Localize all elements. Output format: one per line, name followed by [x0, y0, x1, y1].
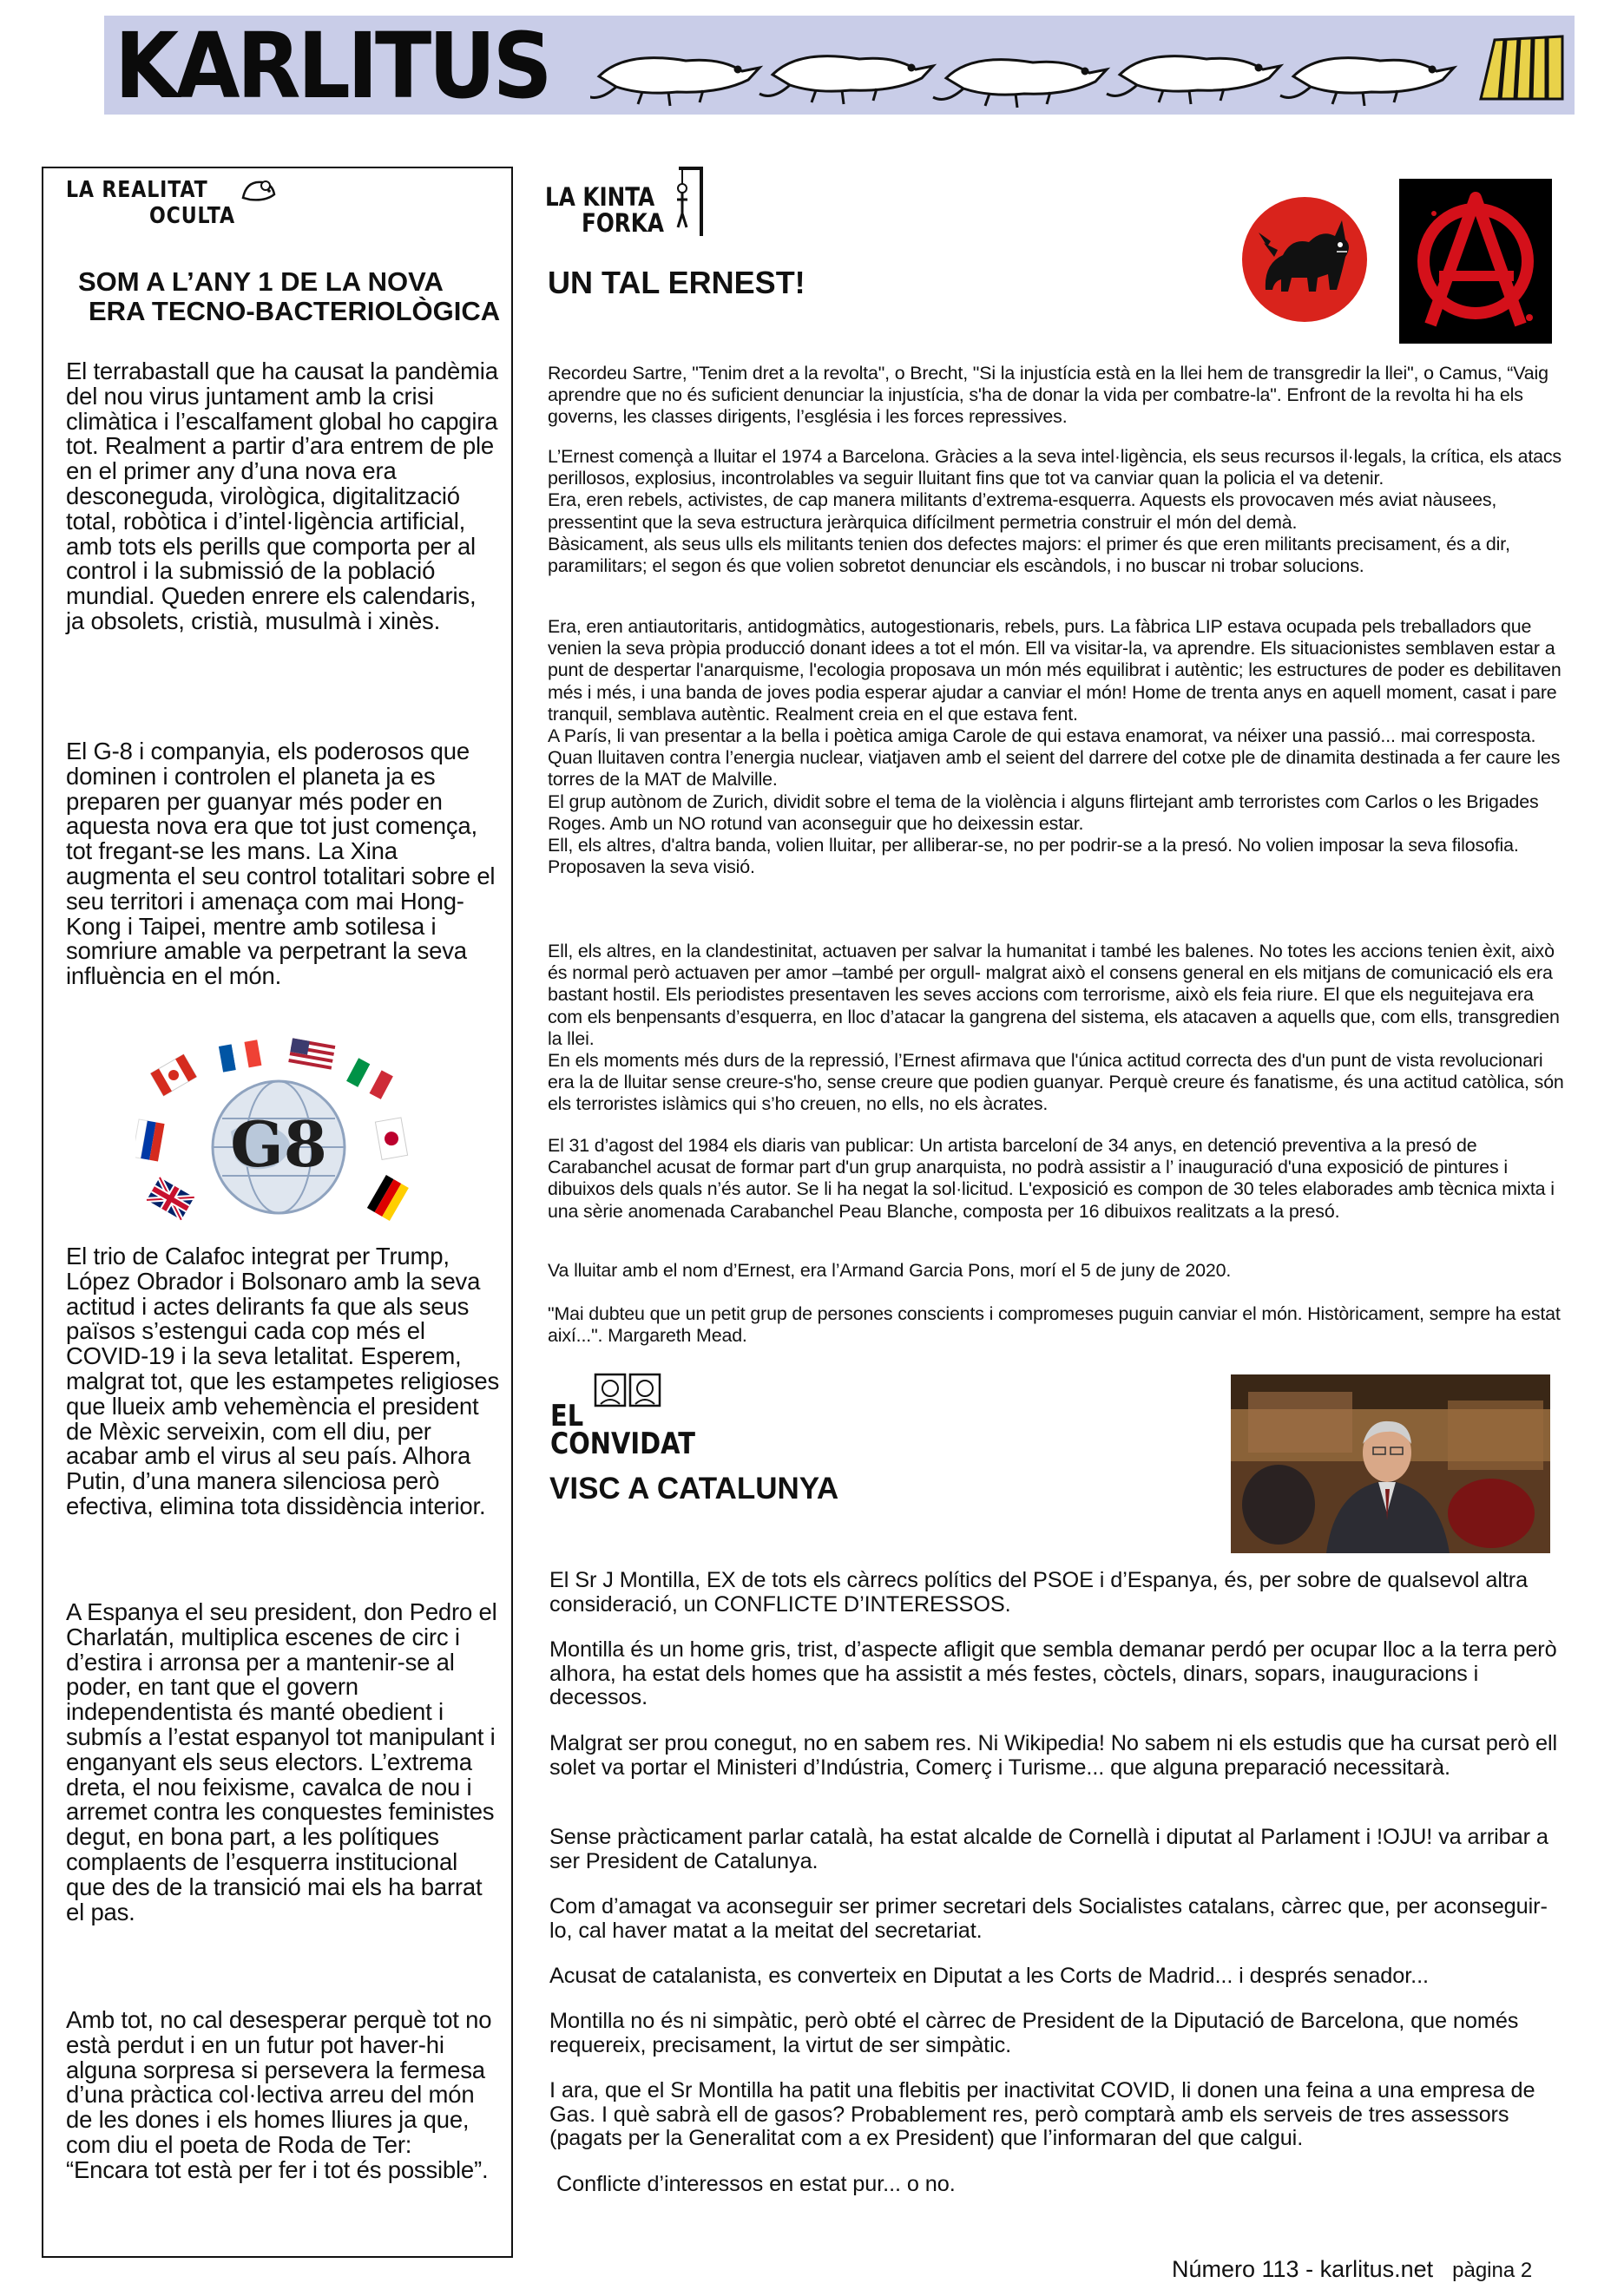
article-paragraph: Com d’amagat va aconseguir ser primer secretari dels Socialistes catalans, càrrec que, per aconseguir-lo, cal haver matat a la meitat del secretariat. — [549, 1894, 1548, 1943]
article-paragraph: Era, eren antiautoritaris, antidogmàtics, autogestionaris, rebels, purs. La fàbrica LIP estava ocupada pels treballadors que venien la seva pròpia producció donant idees a tot el món. Ell va visitar-la, va aprendre. Els situacionistes semblaven estar a punt de despertar l'anarquisme, l'ecologia proposava un món més equilibrat i autèntic; les estructures de poder es debilitaven més i més, i una banda de joves podia esperar ajudar a canviar el món! Home de trenta anys en aquell moment, casat i pare tranquil, semblava autèntic. Realment creia en el que estava fent. A París, li van presentar a la bella i poètica amiga Carole de qui estava enamorat, va néixer una passió... mai corresposta. Quan lluitaven contra l’energia nuclear, viatjaven amb el seient del darrere del cotxe ple de dinamita destinada a fer caure les torres de la MAT de Malville. El grup autònom de Zurich, dividit sobre el tema de la violència i alguns flirtejant amb terroristes com Carlos o les Brigades Roges. Amb un NO rotund van aconseguir que ho deixessin estar. Ell, els altres, d'altra banda, volien lluitar, per alliberar-se, no per podrir-se a la presó. No volien imposar la seva filosofia. Proposaven la seva visió. — [548, 616, 1562, 878]
article-paragraph: Malgrat ser prou conegut, no en sabem res. Ni Wikipedia! No sabem ni els estudis que ha cursat però ell solet va portar el Ministeri d’Indústria, Comerç i Turisme... que alguna preparació necessitarà. — [549, 1731, 1557, 1780]
two-faces-icon — [594, 1373, 663, 1407]
left-paragraph: A Espanya el seu president, don Pedro el Charlatán, multiplica escenes de circ i d’estira i arronsa per a mantenir-se al poder, en tant que el govern independentista és manté obedient i submís a l’estat espanyol tot manipulant i enganyant els seus electors. L’extrema dreta, el nou feixisme, cavalca de nou i arremet contra les conquestes feministes degut, en bona part, a les polítiques complaents de l’esquerra institucional que des de la transició mai els ha barrat el pas. — [66, 1598, 497, 1925]
montilla-photo — [1231, 1374, 1550, 1553]
left-paragraph: Amb tot, no cal desesperar perquè tot no està perdut i en un futur pot haver-hi alguna sorpresa si persevera la fermesa d’una pràctica col·lectiva arreu del món de les dones i els homes lliures ja que, com diu el poeta de Roda de Ter: “Encara tot està per fer i tot és possible”. — [66, 2006, 492, 2183]
flag-france — [219, 1040, 262, 1072]
article-headline: UN TAL ERNEST! — [548, 265, 805, 300]
anarchy-icon — [1399, 179, 1552, 344]
page-number: pàgina 2 — [1452, 2259, 1533, 2282]
masthead — [104, 13, 1575, 119]
left-headline-line2: ERA TECNO-BACTERIOLÒGICA — [89, 296, 501, 326]
article-paragraph: Recordeu Sartre, "Tenim dret a la revolta", o Brecht, "Si la injustícia està en la llei hem de transgredir la llei", o Camus, “Vaig aprendre que no és suficient denunciar la injustícia, s'ha de donar la vida per combatre-la". Enfront de la revolta hi ha els governs, les classes dirigents, l’església i les forces repressives. — [548, 363, 1548, 428]
gallows-icon — [674, 165, 708, 238]
left-paragraph: El trio de Calafoc integrat per Trump, López Obrador i Bolsonaro amb la seva actitud i actes delirants fa que als seus països s’estengui cada cop més el COVID-19 i la seva letalitat. Esperem, malgrat tot, que les estampetes religioses que llueix amb vehemència el president de Mèxic serveixin, com ell diu, per acabar amb el virus al seu país. Alhora Putin, d’una manera silenciosa però efectiva, elimina tota dissidència interior. — [66, 1243, 500, 1519]
flag-russia — [135, 1119, 165, 1162]
g8-logo — [135, 1036, 422, 1236]
flag-germany — [367, 1175, 409, 1221]
article-paragraph: Montilla no és ni simpàtic, però obté el càrrec de President de la Diputació de Barcelona, que només requereix, precisament, la virtut de ser simpàtic. — [549, 2009, 1519, 2057]
page-footer — [1172, 2256, 1532, 2283]
article-paragraph: Sense pràcticament parlar català, ha estat alcalde de Cornellà i diputat al Parlament i !OJU! va arribar a ser President de Catalunya. — [549, 1825, 1548, 1873]
article-paragraph: El Sr J Montilla, EX de tots els càrrecs polítics del PSOE i d’Espanya, és, per sobre de qualsevol altra consideració, un CONFLICTE D’INTERESSOS. — [549, 1568, 1529, 1617]
article-paragraph: El 31 d’agost del 1984 els diaris van publicar: Un artista barceloní de 34 anys, en detenció preventiva a la presó de Carabanchel acusat de formar part d'un grup anarquista, no podrà assistir a l’ inauguració d'una exposició de pintures i dibuixos dels quals n’és autor. Se li ha negat la sol·licitud. L'exposició es compon de 30 teles elaborades amb tècnica mixta i una sèrie anomenada Carabanchel Peau Blanche, composta per 16 dibuixos realitzats a la presó. — [548, 1135, 1555, 1222]
left-headline — [78, 267, 503, 326]
mouse-icon — [240, 175, 278, 205]
flag-canada — [150, 1054, 196, 1096]
article-paragraph: Conflicte d’interessos en estat pur... o no. — [556, 2172, 956, 2196]
article-paragraph: L’Ernest començà a lluitar el 1974 a Barcelona. Gràcies a la seva intel·ligència, els seus recursos il·legals, la crítica, els atacs perillosos, explosius, incontrolables va seguir lluitant fins que tot va canviar quan la policia el va detenir. Era, eren rebels, activistes, de cap manera militants d’extrema-esquerra. Aquests els provocaven més aviat nàusees, pressentint que la seva estructura jeràrquica difícilment permetria construir el món del demà. Bàsicament, als seus ulls els militants tenien dos defectes majors: el primer és que eren militants precisament, és a dir, paramilitars; el segon és que volien sobretot denunciar els escàndols, i no buscar ni trobar solucions. — [548, 446, 1562, 577]
masthead-title: KARLITUS — [115, 13, 549, 119]
section-logo-kinta-forka — [545, 165, 719, 238]
left-column-box — [42, 167, 513, 2258]
rat-parade-icon — [590, 24, 1476, 111]
article-headline: VISC A CATALUNYA — [549, 1472, 839, 1506]
section-logo-line2: CONVIDAT — [550, 1427, 695, 1461]
cat-icon — [1239, 194, 1370, 325]
section-logo-realitat-oculta — [66, 177, 292, 233]
article-paragraph: I ara, que el Sr Montilla ha patit una flebitis per inactivitat COVID, li donen una feina a una empresa de Gas. I què sabrà ell de gasos? Probablement res, però comptarà amb els serveis de tres assessors (pagats per la Generalitat com a ex President) que l’informaran del que calgui. — [549, 2078, 1535, 2150]
left-paragraph: El G-8 i companyia, els poderosos que dominen i controlen el planeta ja es preparen per guanyar més poder en aquesta nova era que tot just comença, tot fregant-se les mans. La Xina augmenta el seu control totalitari sobre el seu territori i amenaça com mai Hong-Kong i Taipei, mentre amb sotilesa i somriure amable va perpetrant la seva influència en el món. — [66, 738, 496, 990]
article-paragraph: Montilla és un home gris, trist, d’aspecte afligit que sembla demanar perdó per ocupar lloc a la terra però alhora, ha estat dels homes que ha assistit a més festes, còctels, dinars, sopars, inauguracions i decessos. — [549, 1637, 1557, 1709]
section-logo-line2: OCULTA — [149, 203, 235, 229]
article-paragraph: Va lluitar amb el nom d’Ernest, era l’Armand Garcia Pons, morí el 5 de juny de 2020. — [548, 1260, 1232, 1281]
section-logo-line1: LA KINTA — [545, 182, 655, 212]
section-logo-line1: LA REALITAT — [66, 177, 208, 203]
flag-italy — [346, 1058, 393, 1099]
issue-number: Número 113 - karlitus.net — [1172, 2256, 1434, 2282]
left-paragraph: El terrabastall que ha causat la pandèmia del nou virus juntament amb la crisi climàtica i l’escalfament global ho capgira tot. Realment a partir d’ara entrem de ple en el primer any d’una nova era desconeguda, virològica, digitalització total, robòtica i d’intel·ligència artificial, amb tots els perills que comporta per al control i la submissió de la població mundial. Queden enrere els calendaris, ja obsolets, cristià, musulmà i xinès. — [66, 358, 498, 634]
section-logo-line1: EL — [550, 1399, 584, 1433]
flag-usa — [288, 1038, 335, 1071]
article-paragraph: Acusat de catalanista, es converteix en Diputat a les Corts de Madrid... i després senador... — [549, 1964, 1429, 1988]
section-logo-el-convidat — [550, 1373, 715, 1461]
left-headline-line1: SOM A L’ANY 1 DE LA NOVA — [78, 266, 444, 297]
flag-uk — [147, 1178, 194, 1220]
g8-label: G8 — [230, 1107, 327, 1181]
flag-japan — [375, 1118, 407, 1160]
article-quote: "Mai dubteu que un petit grup de persones conscients i compromeses puguin canviar el món. Històricament, sempre ha estat així...". Margareth Mead. — [548, 1303, 1561, 1347]
article-paragraph: Ell, els altres, en la clandestinitat, actuaven per salvar la humanitat i també les balenes. No totes les accions tenien èxit, això és normal però actuaven per amor –també per orgull- malgrat això el consens general en els mitjans de comunicació els era bastant hostil. Els periodistes presentaven les seves accions com terrorisme, això els feia riure. El que els neguitejava era com els benpensants d’esquerra, en lloc d’atacar la gangrena del sistema, els atacaven a aquells que, com ells, transgredien la llei. En els moments més durs de la repressió, l’Ernest afirmava que l'única actitud correcta des d'un punt de vista revolucionari era la de lluitar sense creure-s'ho, sense creure que podien guanyar. Perquè creure és fanatisme, és una actitud catòlica, són els terroristes islàmics qui s’ho creuen, no ells, no els àcrates. — [548, 941, 1564, 1115]
section-logo-line2: FORKA — [582, 208, 664, 238]
trap-gate-icon — [1477, 33, 1566, 102]
